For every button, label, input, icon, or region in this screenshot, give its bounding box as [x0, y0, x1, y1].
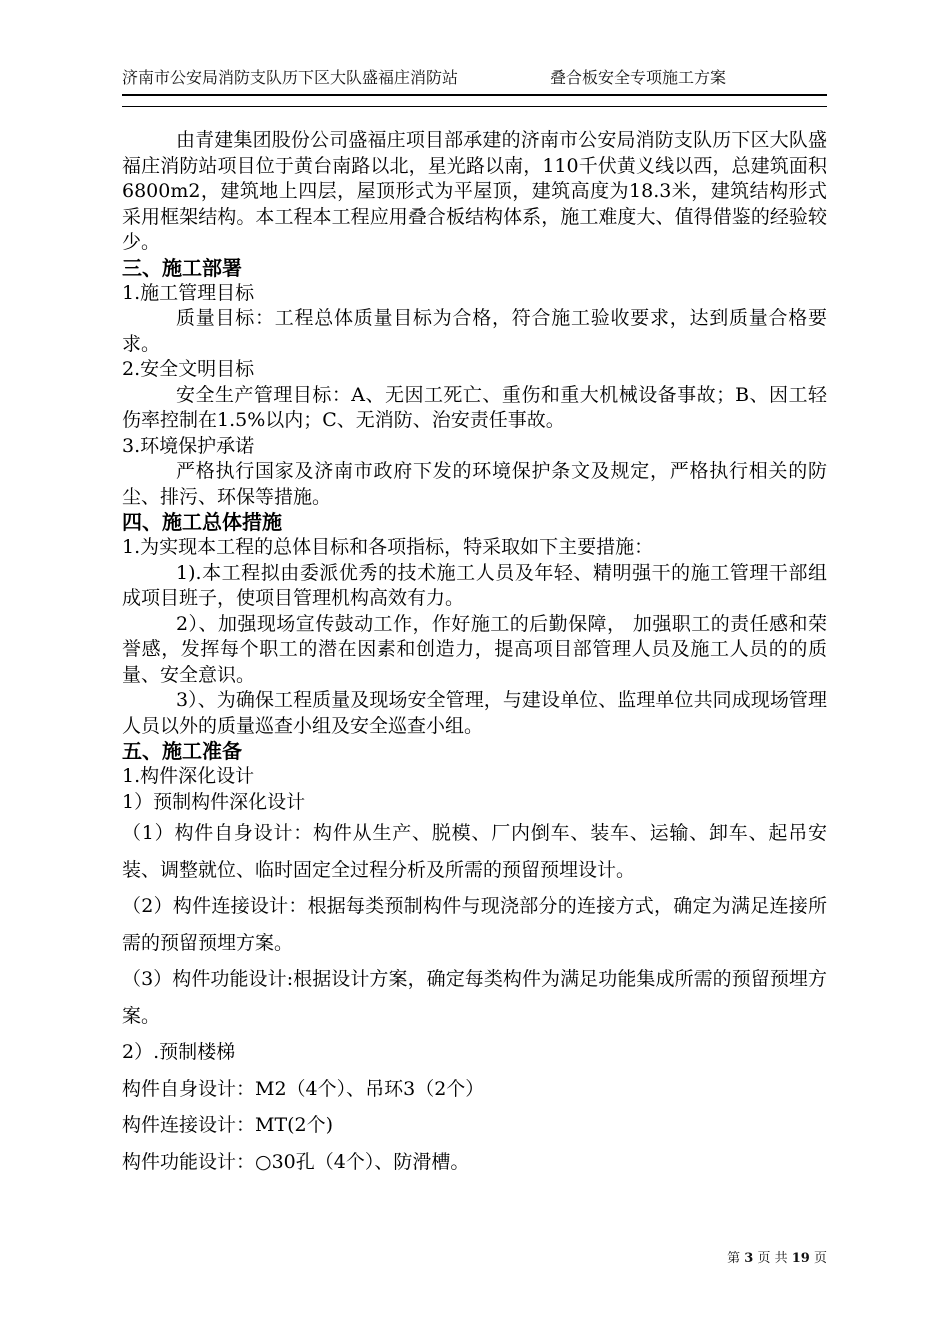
section-3-heading: 三、施工部署 [122, 255, 242, 280]
section-4-intro: 1.为实现本工程的总体目标和各项指标，特采取如下主要措施： [122, 536, 654, 558]
section-3-1-text: 质量目标：工程总体质量目标为合格，符合施工验收要求，达到质量合格要求。 [122, 307, 827, 355]
section-4-measure-3: 3）、为确保工程质量及现场安全管理，与建设单位、监理单位共同成现场管理人员以外的质量巡查小组及安全巡查小组。 [122, 689, 827, 737]
section-4-heading: 四、施工总体措施 [122, 510, 282, 534]
section-5-1-subtitle: 1）预制构件深化设计 [122, 790, 306, 813]
header-document-title: 叠合板安全专项施工方案 [550, 68, 727, 87]
intro-paragraph: 由青建集团股份公司盛福庄项目部承建的济南市公安局消防支队历下区大队盛福庄消防站项目位于黄台南路以北，星光路以南，110千伏黄义线以西，总建筑面积6800m2，建筑地上四层，屋顶形式为平屋顶，建筑高度为18.3米，建筑结构形式采用框架结构。本工程本工程应用叠合板结构体系，施工难度大、值得借鉴的经验较少。 [122, 129, 827, 253]
section-5-heading: 五、施工准备 [122, 739, 242, 763]
section-3-2-text: 安全生产管理目标：A、无因工死亡、重伤和重大机械设备事故；B、因工轻伤率控制在1.5%以内；C、无消防、治安责任事故。 [122, 383, 827, 431]
section-5-2-subtitle: 2）.预制楼梯 [122, 1041, 236, 1063]
section-5-1-title: 1.构件深化设计 [122, 765, 255, 787]
footer-prefix: 第 [727, 1251, 741, 1266]
stair-function-design: 构件功能设计：○30孔（4个）、防滑槽。 [122, 1150, 470, 1173]
section-4-measure-1: 1).本工程拟由委派优秀的技术施工人员及年轻、精明强干的施工管理干部组成项目班子，使项目管理机构高效有力。 [122, 561, 827, 609]
footer-total-pages: 19 [791, 1251, 810, 1266]
footer-page-number: 3 [744, 1251, 754, 1266]
header-rule-thick [122, 94, 827, 96]
stair-self-design: 构件自身设计：M2（4个）、吊环3（2个） [122, 1077, 485, 1100]
footer-middle: 页 共 [757, 1251, 788, 1266]
header-project-name: 济南市公安局消防支队历下区大队盛福庄消防站 [122, 68, 459, 87]
stair-connection-design: 构件连接设计：MT(2个) [122, 1114, 334, 1136]
section-5-item-1: （1）构件自身设计：构件从生产、脱模、厂内倒车、装车、运输、卸车、起吊安装、调整就位、临时固定全过程分析及所需的预留预埋设计。 [122, 822, 827, 881]
section-3-2-title: 2.安全文明目标 [122, 358, 255, 380]
section-3-3-text: 严格执行国家及济南市政府下发的环境保护条文及规定，严格执行相关的防尘、排污、环保等措施。 [122, 460, 827, 508]
header-rule-thin [122, 106, 827, 107]
page-footer [0, 1247, 827, 1266]
page-body [122, 128, 827, 1180]
section-5-item-3: （3）构件功能设计:根据设计方案，确定每类构件为满足功能集成所需的预留预埋方案。 [122, 968, 827, 1027]
section-3-3-title: 3.环境保护承诺 [122, 434, 255, 457]
footer-suffix: 页 [813, 1251, 827, 1266]
page-header [122, 66, 827, 90]
section-5-item-2: （2）构件连接设计：根据每类预制构件与现浇部分的连接方式，确定为满足连接所需的预留预埋方案。 [122, 895, 827, 954]
section-3-1-title: 1.施工管理目标 [122, 281, 255, 304]
section-4-measure-2: 2）、加强现场宣传鼓动工作，作好施工的后勤保障， 加强职工的责任感和荣誉感，发挥每个职工的潜在因素和创造力，提高项目部管理人员及施工人员的的质量、安全意识。 [122, 612, 827, 686]
